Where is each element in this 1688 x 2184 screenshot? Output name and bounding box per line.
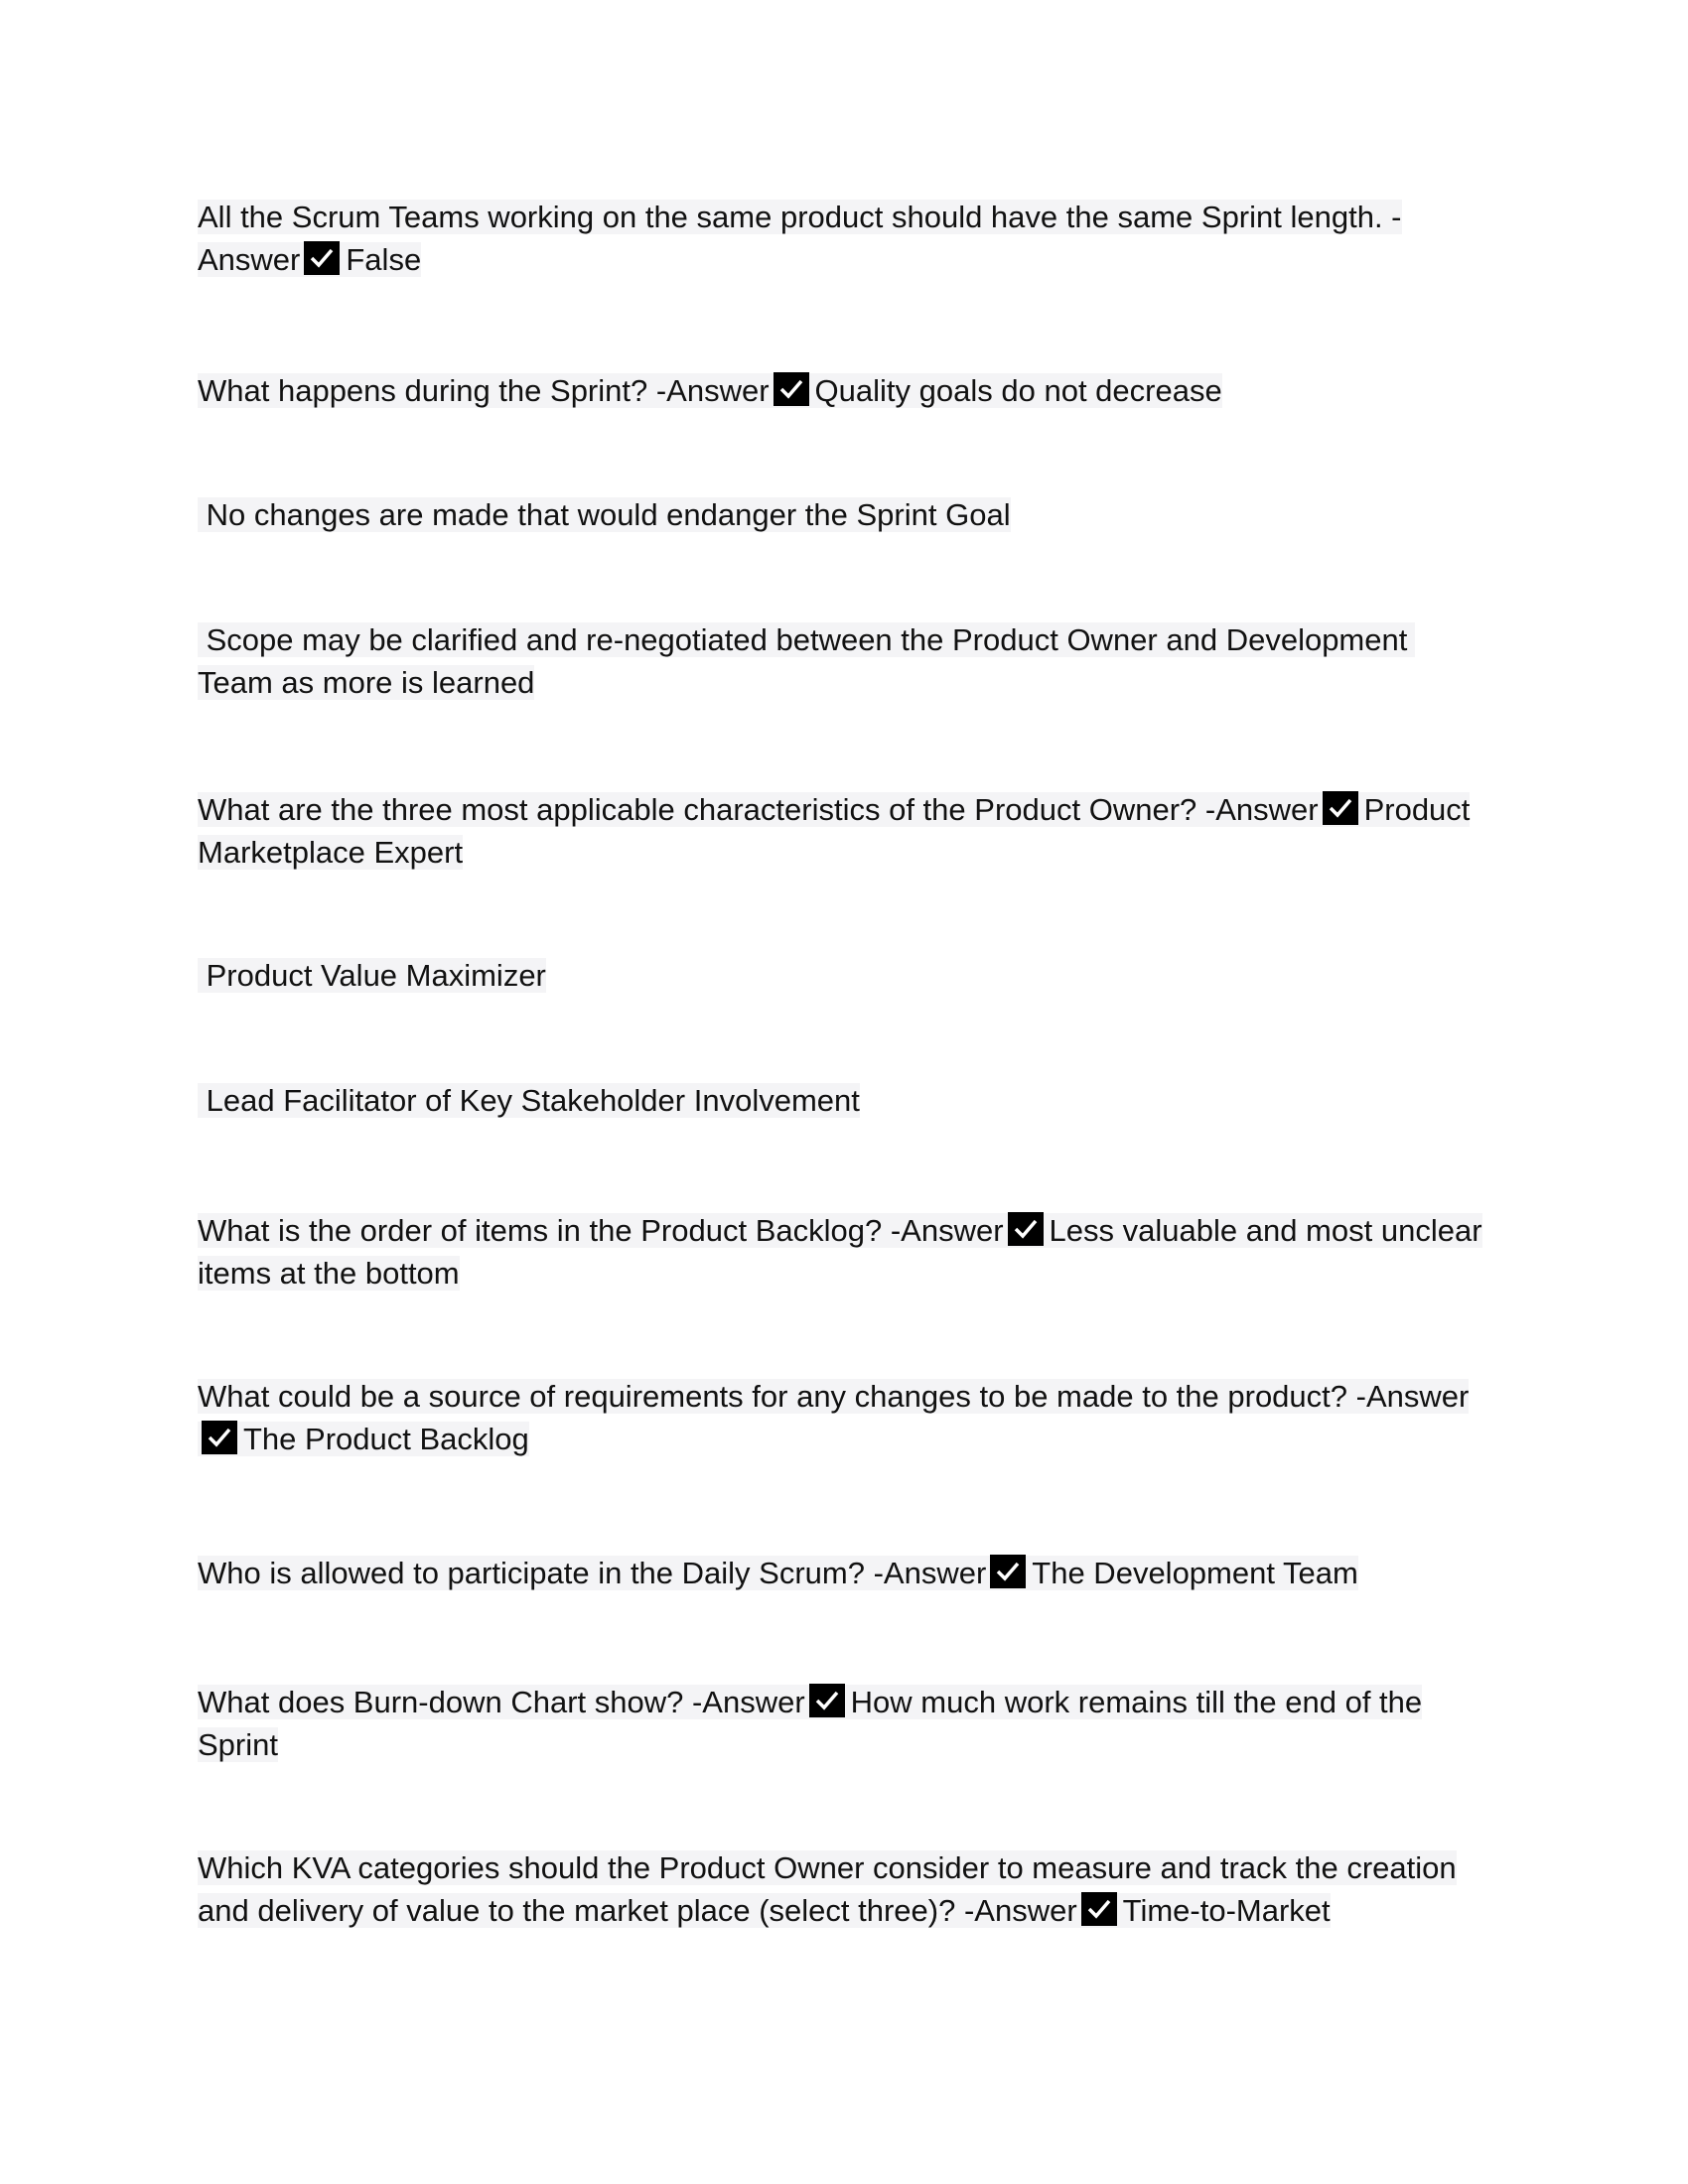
qa-item-3 (198, 788, 1488, 874)
answer-text: The Development Team (1032, 1556, 1358, 1590)
checkmark-icon (304, 241, 340, 275)
answer-text: Less valuable and most unclear items at the bottom (198, 1213, 1482, 1291)
qa-item-5 (198, 1375, 1488, 1460)
qa-item-6 (198, 1552, 1488, 1594)
checkmark-icon (809, 1684, 845, 1717)
answer-continuation (198, 954, 1488, 997)
answer-text: False (346, 242, 422, 277)
answer-text: Quality goals do not decrease (814, 373, 1222, 408)
question-text: What does Burn-down Chart show? -Answer (198, 1685, 805, 1719)
checkmark-icon (774, 372, 809, 406)
qa-item-7 (198, 1681, 1488, 1766)
continuation-text: Lead Facilitator of Key Stakeholder Involvement (198, 1083, 860, 1118)
continuation-text: Scope may be clarified and re-negotiated between the Product Owner and Development Team as more is learned (198, 622, 1416, 700)
qa-item-1 (198, 196, 1488, 281)
answer-text: Time-to-Market (1122, 1893, 1331, 1928)
qa-item-2 (198, 369, 1488, 412)
question-text: What is the order of items in the Product Backlog? -Answer (198, 1213, 1004, 1248)
answer-text: Product Marketplace Expert (198, 792, 1471, 870)
answer-text: How much work remains till the end of the Sprint (198, 1685, 1423, 1762)
checkmark-icon (1081, 1892, 1117, 1926)
answer-continuation (198, 618, 1488, 704)
answer-continuation (198, 1079, 1488, 1122)
checkmark-icon (202, 1421, 237, 1454)
checkmark-icon (1008, 1212, 1044, 1246)
checkmark-icon (1323, 791, 1358, 825)
question-text: What could be a source of requirements for any changes to be made to the product? -Answer (198, 1379, 1470, 1414)
checkmark-icon (990, 1555, 1026, 1588)
question-text: All the Scrum Teams working on the same product should have the same Sprint length. -Answer (198, 200, 1402, 277)
question-text: What are the three most applicable characteristics of the Product Owner? -Answer (198, 792, 1319, 827)
question-text: What happens during the Sprint? -Answer (198, 373, 770, 408)
question-text: Which KVA categories should the Product Owner consider to measure and track the creation and delivery of value to the market place (select three)? -Answer (198, 1850, 1457, 1928)
answer-text: The Product Backlog (243, 1422, 529, 1456)
qa-item-8 (198, 1846, 1488, 1932)
question-text: Who is allowed to participate in the Daily Scrum? -Answer (198, 1556, 987, 1590)
continuation-text: Product Value Maximizer (198, 958, 546, 993)
continuation-text: No changes are made that would endanger the Sprint Goal (198, 497, 1011, 532)
qa-item-4 (198, 1209, 1488, 1295)
answer-continuation (198, 493, 1488, 536)
